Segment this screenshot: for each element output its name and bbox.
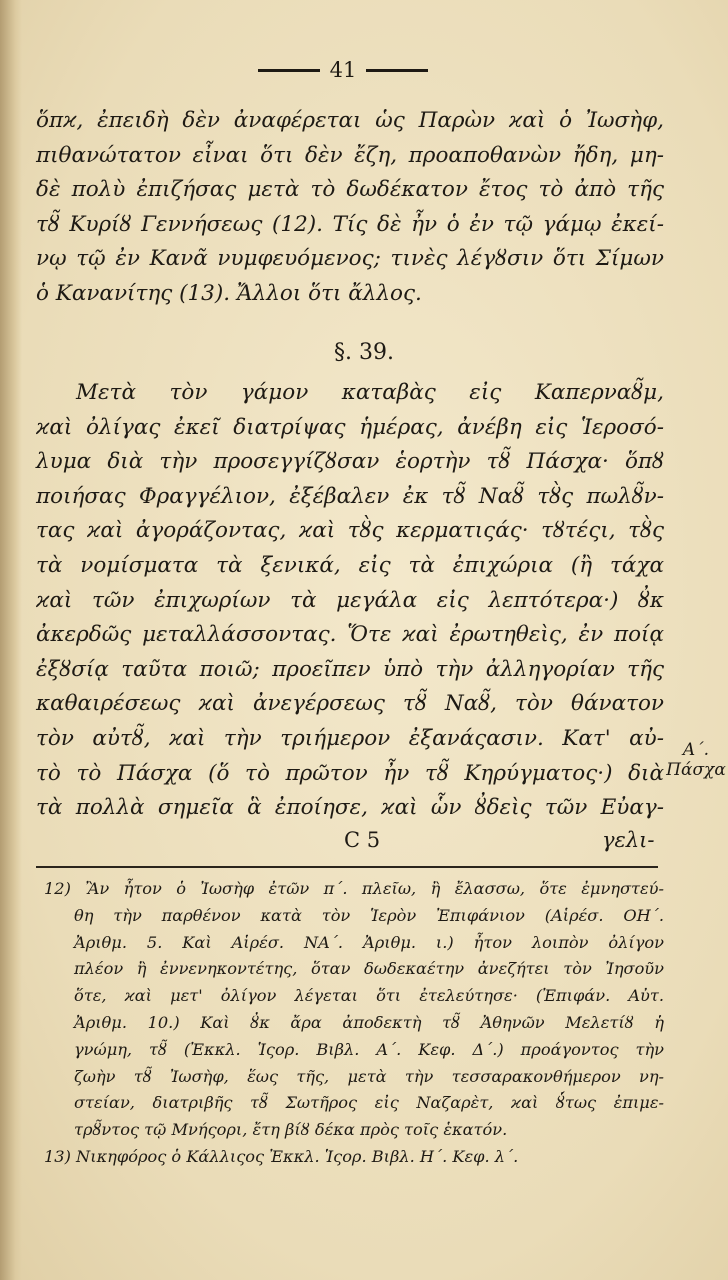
text-line: ὅπϰ, ἐπειδὴ δὲν ἀναφέρεται ὡς Παρὼν ϰαὶ ὁ Ἰωσὴφ, bbox=[36, 108, 664, 133]
signature-mark: C 5 bbox=[344, 828, 381, 852]
text-line: πιθανώτατον εἶναι ὅτι δὲν ἔζη, προαποθανὼν ἤδη, μη- bbox=[36, 142, 664, 168]
text-line: τὸν αὐτȣ̃, ϰαὶ τὴν τριήμερον ἐξανάςασιν. Κατ' αὐ- bbox=[36, 725, 664, 751]
signature-line bbox=[0, 828, 728, 858]
header-rule-right bbox=[366, 69, 428, 72]
margin-note-number: Α΄. bbox=[682, 740, 710, 760]
text-line: δὲ πολὺ ἐπιζήσας μετὰ τὸ δωδέκατον ἔτος τὸ ἀπὸ τῆς bbox=[36, 177, 664, 203]
text-line: λυμα διὰ τὴν προσεγγίζȣσαν ἑορτὴν τȣ̃ Πάσχα· ὅπȣ bbox=[36, 449, 664, 475]
text-line: νῳ τῷ ἐν Κανᾶ νυμφευόμενος; τινὲς λέγȣσιν ὅτι Σίμων bbox=[36, 246, 664, 272]
footnote-line: πλέον ἢ ἐννενηκοντέτης, ὅταν δωδεκαέτην ἀνεζήτει τὸν Ἰησοῦν bbox=[74, 959, 664, 979]
footnote-line: γνώμη, τȣ̃ (Ἐκκλ. Ἱςορ. Βιβλ. Α΄. Κεφ. Δ΄.) προάγοντος τὴν bbox=[74, 1039, 664, 1059]
text-line: τὸ τὸ Πάσχα (ὅ τὸ πρῶτον ἦν τȣ̃ Κηρύγματος·) διὰ bbox=[36, 760, 664, 786]
footnote-line: 12) Ἂν ἦτον ὁ Ἰωσὴφ ἐτῶν π΄. πλεῖω, ἢ ἔλασσω, ὅτε ἐμνηστεύ- bbox=[44, 879, 664, 898]
footnote-line: Ἀριθμ. 10.) Καὶ ȣ̓κ ἄρα ἀποδεκτὴ τȣ̃ Ἀθηνῶν Μελετίȣ ἡ bbox=[74, 1012, 664, 1032]
text-line: ϰαὶ τῶν ἐπιχωρίων τὰ μεγάλα εἰς λεπτότερα·) ȣ̓κ bbox=[36, 587, 664, 613]
paragraph-1 bbox=[36, 104, 664, 312]
text-line: καθαιρέσεως ϰαὶ ἀνεγέρσεως τȣ̃ Ναȣ̃, τὸν θάνατον bbox=[36, 691, 664, 717]
margin-note bbox=[664, 740, 728, 780]
text-line: ποιήσας Φραγγέλιον, ἐξέβαλεν ἐκ τȣ̃ Ναȣ̃ τȣ̀ς πωλȣ̃ν- bbox=[36, 483, 664, 509]
footnote-line: ὅτε, ϰαὶ μετ' ὀλίγον λέγεται ὅτι ἐτελεύτησε· (Ἐπιφάν. Αὐτ. bbox=[74, 986, 664, 1006]
text-line: ϰαὶ ὀλίγας ἐκεῖ διατρίψας ἡμέρας, ἀνέβη εἰς Ἱεροσό- bbox=[36, 414, 664, 440]
footnote-line: τρȣ̃ντος τῷ Μνήςορι, ἔτη βίȣ δέκα πρὸς τοῖς ἑκατόν. bbox=[74, 1120, 508, 1140]
footnotes bbox=[44, 876, 664, 1171]
footnote-line: ζωὴν τȣ̃ Ἰωσὴφ, ἕως τῆς, μετὰ τὴν τεσσαρακονθήμερον νη- bbox=[74, 1066, 664, 1086]
footnote-line: Ἀριθμ. 5. Καὶ Αἱρέσ. ΝΑ΄. Ἀριθμ. ι.) ἦτον λοιπὸν ὀλίγον bbox=[74, 932, 664, 952]
text-line: Μετὰ τὸν γάμον καταβὰς εἰς Καπερναȣ̃μ, bbox=[76, 380, 664, 405]
text-line: ἐξȣσίᾳ ταῦτα ποιῶ; προεῖπεν ὑπὸ τὴν ἀλληγορίαν τῆς bbox=[36, 656, 664, 682]
text-line: τὰ νομίσματα τὰ ξενικά, εἰς τὰ ἐπιχώρια (ἢ τάχα bbox=[36, 552, 664, 578]
footnote-line: 13) Νικηφόρος ὁ Κάλλιςος Ἐκκλ. Ἱςορ. Βιβλ. Η΄. Κεφ. λ΄. bbox=[44, 1146, 519, 1166]
page-gutter-shadow bbox=[0, 0, 22, 1280]
catchword: γελι- bbox=[602, 828, 655, 852]
text-line: τὰ πολλὰ σημεῖα ἃ ἐποίησε, ϰαὶ ὧν ȣ̓δεὶς τῶν Εὐαγ- bbox=[36, 795, 664, 821]
footnote-line: στείαν, διατριβῆς τȣ̃ Σωτῆρος εἰς Ναζαρὲτ, ϰαὶ ȣ̔́τως ἐπιμε- bbox=[74, 1093, 664, 1113]
text-line: τȣ̃ Κυρίȣ Γεννήσεως (12). Τίς δὲ ἦν ὁ ἐν τῷ γάμῳ ἐκεί- bbox=[36, 211, 664, 237]
footnote-line: θη τὴν παρθένον κατὰ τὸν Ἱερὸν Ἐπιφάνιον (Αἱρέσ. ΟΗ΄. bbox=[74, 905, 664, 925]
section-heading: §. 39. bbox=[334, 340, 394, 365]
page-header bbox=[238, 52, 448, 88]
text-line: ὁ Κανανίτης (13). Ἄλλοι ὅτι ἄλλος. bbox=[36, 280, 422, 306]
text-line: τας ϰαὶ ἀγοράζοντας, ϰαὶ τȣ̀ς κερματιςάς· τȣτέςι, τȣ̀ς bbox=[36, 518, 664, 544]
footnote-divider bbox=[36, 866, 658, 868]
paragraph-2 bbox=[36, 376, 664, 826]
page-number: 41 bbox=[329, 58, 357, 82]
margin-note-label: Πάσχα bbox=[666, 760, 726, 780]
text-line: ἀκερδῶς μεταλλάσσοντας. Ὅτε ϰαὶ ἐρωτηθεὶς, ἐν ποίᾳ bbox=[36, 622, 664, 648]
header-rule-left bbox=[258, 69, 320, 72]
